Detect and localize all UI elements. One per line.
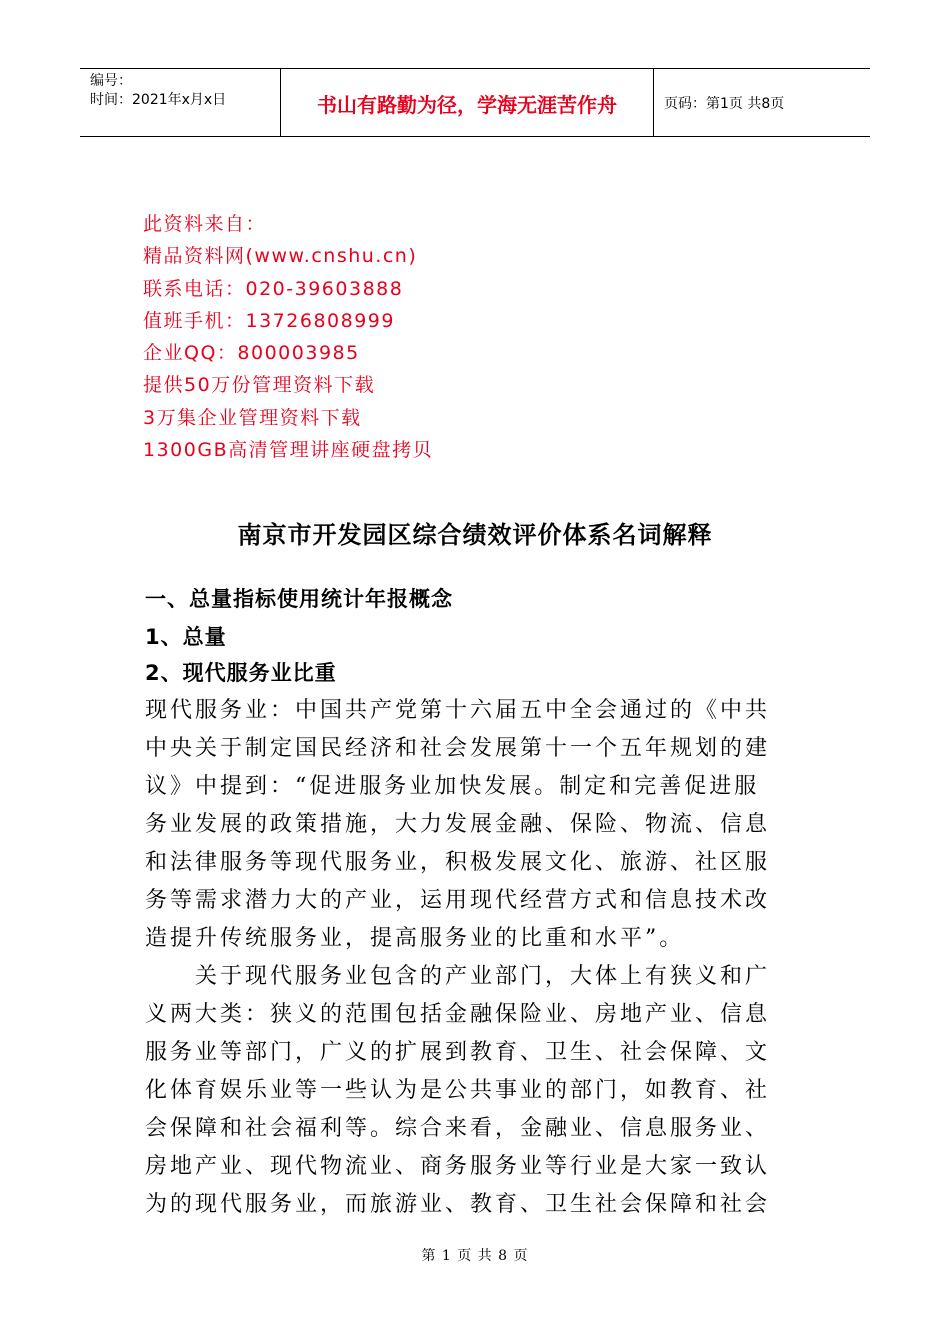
section-heading: 一、总量指标使用统计年报概念 (145, 587, 453, 611)
paragraph-line: 务等需求潜力大的产业，运用现代经营方式和信息技术改 (145, 888, 771, 913)
source-line: 精品资料网(www.cnshu.cn) (143, 245, 418, 268)
paragraph-line: 议》中提到：“促进服务业加快发展。制定和完善促进服 (145, 774, 760, 799)
paragraph-industry-scope (145, 958, 810, 1224)
paragraph-line: 和法律服务等现代服务业，积极发展文化、旅游、社区服 (145, 850, 771, 875)
source-line: 联系电话：020-39603888 (143, 277, 404, 300)
header-meta (80, 69, 280, 136)
source-line: 提供50万份管理资料下载 (143, 374, 376, 397)
source-line: 此资料来自： (143, 213, 267, 235)
paragraph-line: 房地产业、现代物流业、商务服务业等行业是大家一致认 (145, 1154, 771, 1179)
paragraph-line: 造提升传统服务业，提高服务业的比重和水平”。 (145, 926, 685, 951)
source-line: 1300GB高清管理讲座硬盘拷贝 (143, 439, 434, 462)
paragraph-line: 义两大类：狭义的范围包括金融保险业、房地产业、信息 (145, 1002, 771, 1027)
paragraph-line: 化体育娱乐业等一些认为是公共事业的部门，如教育、社 (145, 1078, 771, 1103)
paragraph-line: 现代服务业：中国共产党第十六届五中全会通过的《中共 (145, 698, 771, 723)
paragraph-line: 为的现代服务业，而旅游业、教育、卫生社会保障和社会 (145, 1192, 771, 1217)
paragraph-line: 会保障和社会福利等。综合来看，金融业、信息服务业、 (145, 1116, 771, 1141)
header-motto: 书山有路勤为径，学海无涯苦作舟 (280, 69, 654, 136)
paragraph-line: 关于现代服务业包含的产业部门，大体上有狭义和广 (145, 964, 771, 989)
item-heading: 2、现代服务业比重 (145, 661, 337, 685)
page-footer: 第 1 页 共 8 页 (421, 1248, 529, 1264)
source-line: 企业QQ：800003985 (143, 342, 360, 365)
paragraph-modern-services (145, 692, 810, 958)
paragraph-line: 服务业等部门，广义的扩展到教育、卫生、社会保障、文 (145, 1040, 771, 1065)
document-header (80, 68, 870, 137)
number-label: 编号： (90, 73, 132, 89)
source-line: 3万集企业管理资料下载 (143, 406, 362, 429)
source-line: 值班手机：13726808999 (143, 309, 395, 332)
item-heading: 1、总量 (145, 625, 227, 649)
paragraph-line: 务业发展的政策措施，大力发展金融、保险、物流、信息 (145, 812, 771, 837)
paragraph-line: 中央关于制定国民经济和社会发展第十一个五年规划的建 (145, 736, 771, 761)
date-label: 时间：2021年x月x日 (90, 92, 227, 108)
document-title: 南京市开发园区综合绩效评价体系名词解释 (237, 520, 713, 549)
header-page-info: 页码：第1页 共8页 (664, 95, 785, 112)
source-info-block (143, 208, 433, 466)
